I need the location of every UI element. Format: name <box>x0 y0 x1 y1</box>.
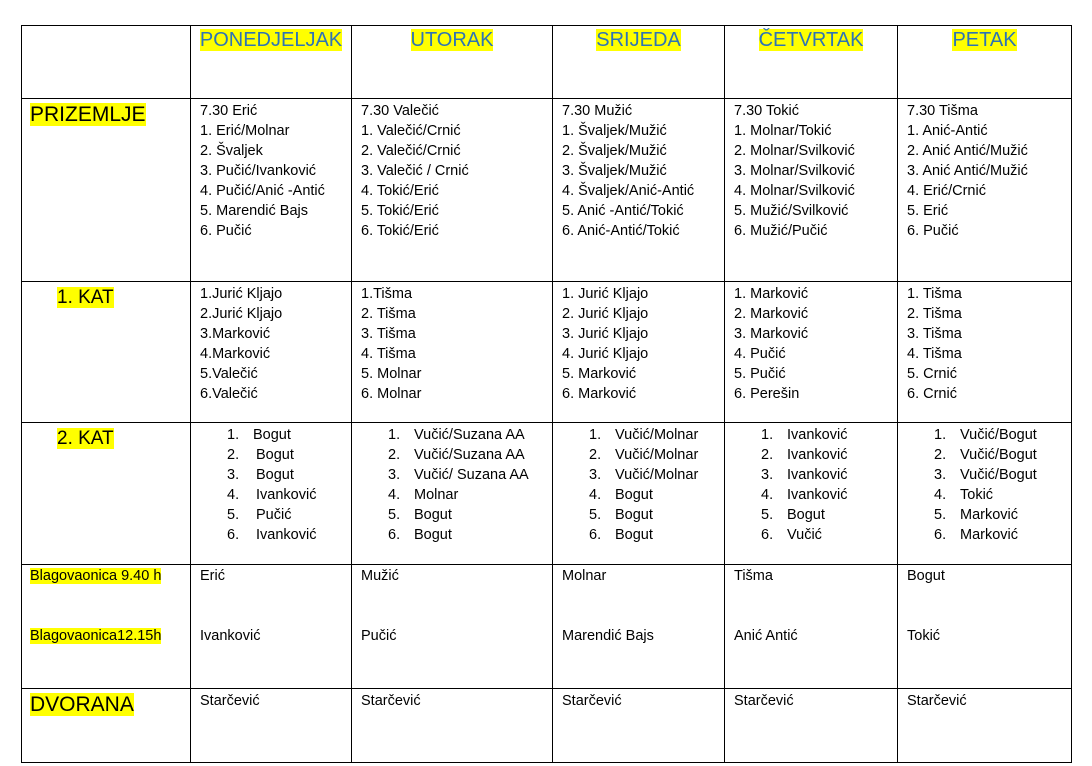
cell-blag-thu: Tišma Anić Antić <box>725 565 898 689</box>
cell-kat1-tue: 1.Tišma 2. Tišma 3. Tišma 4. Tišma 5. Molnar 6. Molnar <box>352 282 553 423</box>
cell-blag-fri: Bogut Tokić <box>898 565 1072 689</box>
cell-dvorana-fri: Starčević <box>898 689 1072 763</box>
cell-prizemlje-fri: 7.30 Tišma 1. Anić-Antić 2. Anić Antić/Mužić 3. Anić Antić/Mužić 4. Erić/Crnić 5. Erić 6. Pučić <box>898 99 1072 282</box>
cell-prizemlje-wed: 7.30 Mužić 1. Švaljek/Mužić 2. Švaljek/Mužić 3. Švaljek/Mužić 4. Švaljek/Anić-Antić 5. Anić -Antić/Tokić 6. Anić-Antić/Tokić <box>553 99 725 282</box>
cell-prizemlje-thu: 7.30 Tokić 1. Molnar/Tokić 2. Molnar/Svilković 3. Molnar/Svilković 4. Molnar/Svilković 5. Mužić/Svilković 6. Mužić/Pučić <box>725 99 898 282</box>
label-blagovaonica-1215: Blagovaonica12.15h <box>30 628 162 644</box>
cell-kat1-thu: 1. Marković 2. Marković 3. Marković 4. Pučić 5. Pučić 6. Perešin <box>725 282 898 423</box>
cell-dvorana-thu: Starčević <box>725 689 898 763</box>
cell-blag-mon: Erić Ivanković <box>191 565 352 689</box>
day-header-wed: SRIJEDA <box>553 26 725 99</box>
day-header-tue: UTORAK <box>352 26 553 99</box>
row-label-kat2: 2. KAT <box>22 423 191 565</box>
row-label-prizemlje: PRIZEMLJE <box>22 99 191 282</box>
row-kat1 <box>22 282 1072 423</box>
cell-kat2-wed: 1. Vučić/Molnar 2. Vučić/Molnar 3. Vučić/Molnar 4. Bogut 5. Bogut 6. Bogut <box>553 423 725 565</box>
row-blagovaonica <box>22 565 1072 689</box>
cell-kat2-fri: 1. Vučić/Bogut 2. Vučić/Bogut 3. Vučić/Bogut 4. Tokić 5. Marković 6. Marković <box>898 423 1072 565</box>
cell-dvorana-mon: Starčević <box>191 689 352 763</box>
cell-dvorana-wed: Starčević <box>553 689 725 763</box>
label-blagovaonica-940: Blagovaonica 9.40 h <box>30 568 162 584</box>
cell-blag-tue: Mužić Pučić <box>352 565 553 689</box>
cell-prizemlje-tue: 7.30 Valečić 1. Valečić/Crnić 2. Valečić/Crnić 3. Valečić / Crnić 4. Tokić/Erić 5. Tokić/Erić 6. Tokić/Erić <box>352 99 553 282</box>
cell-kat1-wed: 1. Jurić Kljajo 2. Jurić Kljajo 3. Jurić Kljajo 4. Jurić Kljajo 5. Marković 6. Marković <box>553 282 725 423</box>
row-kat2 <box>22 423 1072 565</box>
day-header-fri: PETAK <box>898 26 1072 99</box>
cell-kat2-mon: 1. Bogut 2. Bogut 3. Bogut 4. Ivanković 5. Pučić 6. Ivanković <box>191 423 352 565</box>
row-label-dvorana: DVORANA <box>22 689 191 763</box>
duty-schedule-table <box>21 25 1072 763</box>
cell-dvorana-tue: Starčević <box>352 689 553 763</box>
corner-cell <box>22 26 191 99</box>
row-label-kat1: 1. KAT <box>22 282 191 423</box>
cell-blag-wed: Molnar Marendić Bajs <box>553 565 725 689</box>
cell-kat1-fri: 1. Tišma 2. Tišma 3. Tišma 4. Tišma 5. Crnić 6. Crnić <box>898 282 1072 423</box>
day-header-mon: PONEDJELJAK <box>191 26 352 99</box>
cell-kat2-tue: 1. Vučić/Suzana AA 2. Vučić/Suzana AA 3. Vučić/ Suzana AA 4. Molnar 5. Bogut 6. Bogut <box>352 423 553 565</box>
row-dvorana <box>22 689 1072 763</box>
day-header-thu: ČETVRTAK <box>725 26 898 99</box>
header-row <box>22 26 1072 99</box>
row-label-blagovaonica <box>22 565 191 689</box>
row-prizemlje <box>22 99 1072 282</box>
cell-kat1-mon: 1.Jurić Kljajo 2.Jurić Kljajo 3.Marković 4.Marković 5.Valečić 6.Valečić <box>191 282 352 423</box>
cell-prizemlje-mon: 7.30 Erić 1. Erić/Molnar 2. Švaljek 3. Pučić/Ivanković 4. Pučić/Anić -Antić 5. Marendić Bajs 6. Pučić <box>191 99 352 282</box>
cell-kat2-thu: 1. Ivanković 2. Ivanković 3. Ivanković 4. Ivanković 5. Bogut 6. Vučić <box>725 423 898 565</box>
